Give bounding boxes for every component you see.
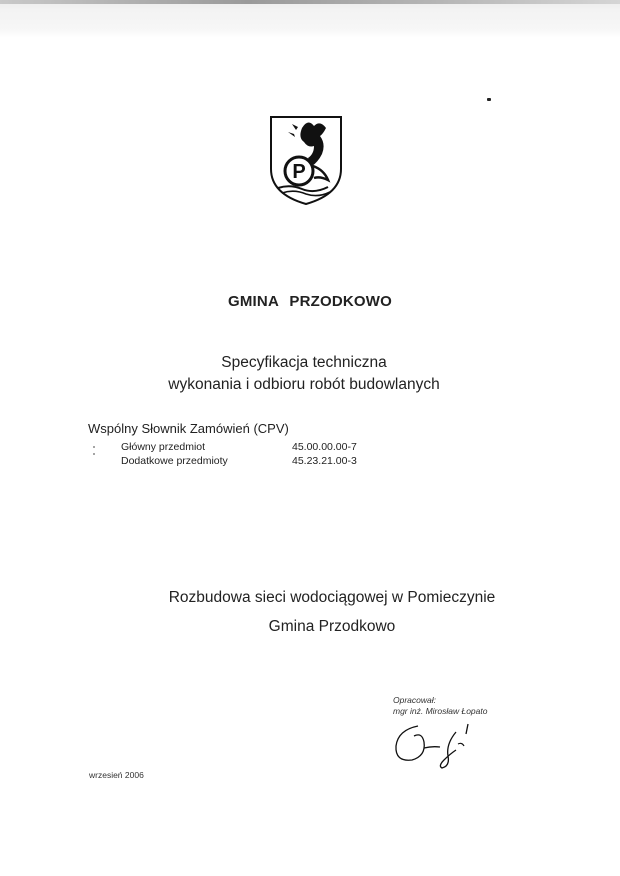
scan-shadow bbox=[0, 0, 620, 38]
signature-icon bbox=[390, 716, 490, 772]
cpv-row-code: 45.23.21.00-3 bbox=[292, 455, 357, 467]
cpv-bullets bbox=[93, 446, 96, 460]
cpv-row-label: Główny przedmiot bbox=[121, 441, 206, 453]
crest-icon bbox=[268, 114, 344, 206]
spec-title-line2: wykonania i odbioru robót budowlanych bbox=[168, 376, 440, 393]
project-title: Rozbudowa sieci wodociągowej w Pomieczynie bbox=[168, 589, 496, 606]
scan-edge bbox=[0, 0, 620, 4]
document-date: wrzesień 2006 bbox=[89, 770, 144, 780]
cpv-row-code: 45.00.00.00-7 bbox=[292, 441, 357, 453]
svg-text:P: P bbox=[292, 161, 306, 183]
cpv-row-label: Dodatkowe przedmioty bbox=[121, 455, 228, 467]
project-subtitle: Gmina Przodkowo bbox=[268, 618, 396, 635]
spec-title-line1: Specyfikacja techniczna bbox=[221, 354, 387, 371]
scan-speck bbox=[487, 98, 491, 101]
prepared-by-label: Opracował: bbox=[393, 695, 436, 705]
prepared-by-name: mgr inż. Mirosław Łopato bbox=[393, 706, 488, 716]
municipality-title: GMINA PRZODKOWO bbox=[227, 293, 392, 310]
cpv-heading: Wspólny Słownik Zamówień (CPV) bbox=[88, 421, 289, 436]
